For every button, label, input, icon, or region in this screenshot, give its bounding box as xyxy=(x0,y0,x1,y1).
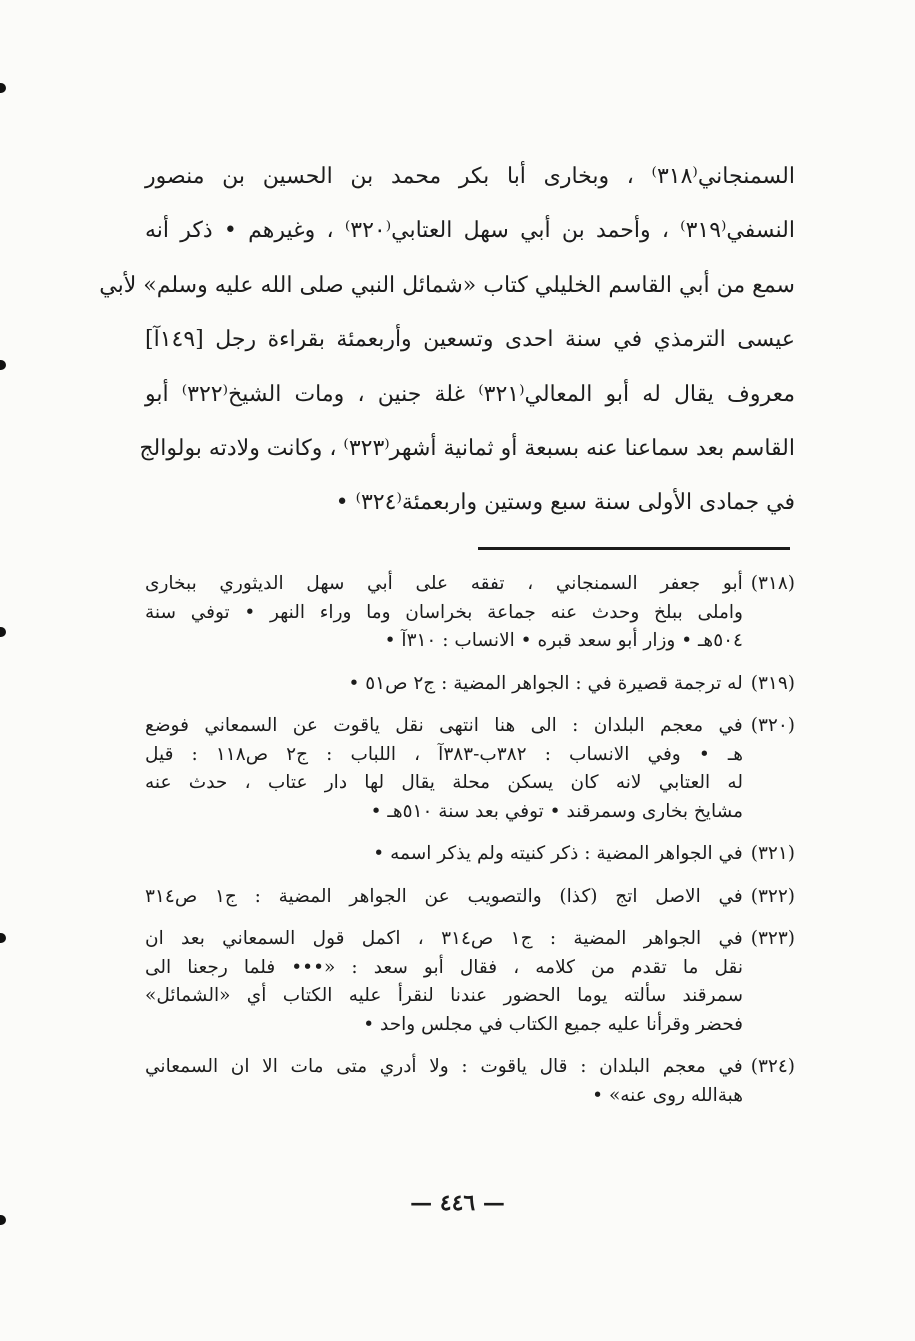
main-text-line: سمع من أبي القاسم الخليلي كتاب «شمائل النبي صلى الله عليه وسلم» لأبي xyxy=(99,272,795,298)
footnote-line: في معجم البلدان : قال ياقوت : ولا أدري متى مات الا ان السمعاني xyxy=(145,1056,743,1077)
margin-mark xyxy=(0,627,6,637)
footnote-number: (٣١٨) xyxy=(750,573,795,594)
footnote-318 xyxy=(145,570,795,656)
main-text-line: معروف يقال له أبو المعالي⁽٣٢١⁾ غلة جنين ، ومات الشيخ⁽٣٢٢⁾ أبو xyxy=(145,381,795,407)
main-text-line: السمنجاني⁽٣١٨⁾ ، وبخارى أبا بكر محمد بن الحسين بن منصور xyxy=(145,164,795,189)
footnote-line: نقل ما تقدم من كلامه ، فقال أبو سعد : «••• فلما رجعنا الى xyxy=(145,956,743,978)
footnote-number: (٣٢١) xyxy=(750,843,795,864)
footnote-number: (٣٢٤) xyxy=(750,1056,795,1077)
footnote-number: (٣٢٠) xyxy=(750,715,795,736)
page-number: — ٤٤٦ — xyxy=(410,1190,505,1216)
margin-mark xyxy=(0,1215,6,1225)
footnote-line: في معجم البلدان : الى هنا انتهى نقل ياقوت عن السمعاني فوضع xyxy=(145,715,743,736)
footnote-321 xyxy=(145,840,795,869)
footnotes xyxy=(145,570,795,1124)
footnote-line: هـ • وفي الانساب : ٣٨٢ب-٣٨٣آ ، اللباب : ج٢ ص١١٨ : قيل xyxy=(145,743,744,765)
footnote-line: له ترجمة قصيرة في : الجواهر المضية : ج٢ ص٥١ • xyxy=(348,672,743,694)
footnote-line: ٥٠٤هـ • وزار أبو سعد قبره • الانساب : ٣١٠آ • xyxy=(384,630,743,651)
margin-mark xyxy=(0,933,6,943)
margin-mark xyxy=(0,83,6,93)
footnote-line: له العتابي لانه كان يسكن محلة يقال لها دار عتاب ، حدث عنه xyxy=(145,772,743,793)
footnote-line: واملى ببلخ وحدث عنه جماعة بخراسان وما وراء النهر • توفي سنة xyxy=(145,601,743,623)
main-text-line: النسفي⁽٣١٩⁾ ، وأحمد بن أبي سهل العتابي⁽٣٢٠⁾ ، وغيرهم • ذكر أنه xyxy=(145,218,795,244)
footnote-separator xyxy=(478,547,790,550)
footnote-number: (٣١٩) xyxy=(750,672,795,694)
main-text-line: في جمادى الأولى سنة سبع وستين واربعمئة⁽٣٢٤⁾ • xyxy=(335,490,795,516)
footnote-324 xyxy=(145,1053,795,1110)
footnote-322 xyxy=(145,883,795,912)
footnote-line: مشايخ بخارى وسمرقند • توفي بعد سنة ٥١٠هـ • xyxy=(370,800,743,822)
main-text-line: القاسم بعد سماعنا عنه بسبعة أو ثمانية أشهر⁽٣٢٣⁾ ، وكانت ولادته بولوالج xyxy=(139,435,795,461)
margin-mark xyxy=(0,360,6,370)
main-text-line: عيسى الترمذي في سنة احدى وتسعين وأربعمئة بقراءة رجل [١٤٩آ] xyxy=(145,327,795,353)
footnote-line: في الجواهر المضية : ج١ ص٣١٤ ، اكمل قول السمعاني بعد ان xyxy=(145,928,743,949)
footnote-323 xyxy=(145,925,795,1039)
footnote-line: هبةالله روى عنه» • xyxy=(592,1084,743,1106)
footnote-line: أبو جعفر السمنجاني ، تفقه على أبي سهل الديثوري ببخارى xyxy=(145,573,743,594)
footnote-line: فحضر وقرأنا عليه جميع الكتاب في مجلس واحد • xyxy=(363,1013,743,1035)
footnote-line: في الجواهر المضية : ذكر كنيته ولم يذكر اسمه • xyxy=(373,843,743,864)
footnote-line: في الاصل اتج (كذا) والتصويب عن الجواهر المضية : ج١ ص٣١٤ xyxy=(145,885,743,907)
footnote-number: (٣٢٢) xyxy=(750,885,795,907)
main-text xyxy=(99,150,795,531)
footnote-319 xyxy=(145,670,795,699)
footnote-line: سمرقند سألته يوما الحضور عندنا لنقرأ عليه الكتاب أي «الشمائل» xyxy=(145,985,743,1006)
footnote-320 xyxy=(145,712,795,826)
footnote-number: (٣٢٣) xyxy=(750,928,795,949)
